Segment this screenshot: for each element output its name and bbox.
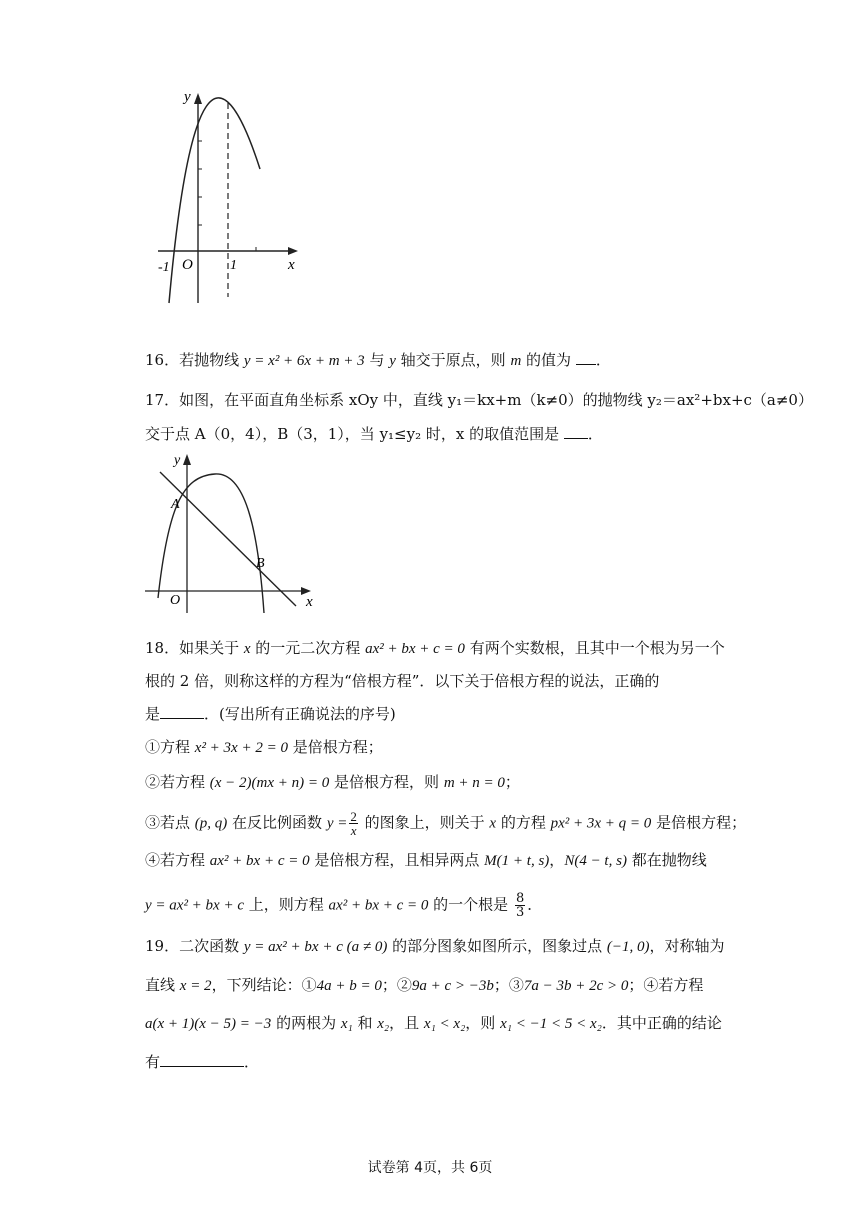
question-18-option-2: ②若方程 (x − 2)(mx + n) = 0 是倍根方程，则 m + n = 0；	[145, 773, 520, 791]
point-b-label: B	[256, 556, 265, 571]
origin-label: O	[182, 257, 193, 273]
question-17-line-1: 17．如图，在平面直角坐标系 xOy 中，直线 y₁＝kx+m（k≠0）的抛物线 y₂＝ax²+bx+c（a≠0）	[145, 391, 813, 409]
question-19-line-2: 直线 x = 2，下列结论：①4a + b = 0；②9a + c > −3b；③7a − 3b + 2c > 0；④若方程	[145, 976, 704, 994]
answer-blank	[160, 704, 204, 719]
page-footer: 试卷第 4页，共 6页	[367, 1160, 493, 1176]
answer-blank	[576, 350, 596, 365]
x-axis-label: x	[288, 257, 295, 273]
y-axis-label: y	[184, 89, 191, 105]
question-16: 16．若抛物线 y = x² + 6x + m + 3 与 y 轴交于原点，则 m 的值为 ．	[145, 351, 611, 369]
question-18-option-1: ①方程 x² + 3x + 2 = 0 是倍根方程；	[145, 738, 383, 756]
x-axis-label: x	[306, 594, 313, 610]
question-18-line-1: 18．如果关于 x 的一元二次方程 ax² + bx + c = 0 有两个实数根，且其中一个根为另一个	[145, 639, 725, 657]
question-18-line-2: 根的 2 倍，则称这样的方程为“倍根方程”．以下关于倍根方程的说法，正确的	[145, 672, 660, 690]
question-19-line-4: 有 ．	[145, 1053, 260, 1071]
y-axis-label: y	[174, 453, 181, 468]
question-18-line-3: 是 ．(写出所有正确说法的序号)	[145, 705, 396, 723]
fraction-2-over-x: $\frac{2}{x}$	[350, 809, 357, 838]
question-17-line-2: 交于点 A（0，4），B（3，1），当 y₁≤y₂ 时，x 的取值范围是 ．	[145, 425, 603, 443]
answer-blank	[160, 1052, 244, 1067]
line-y1	[160, 472, 296, 606]
question-18-option-3: ③若点 (p, q) 在反比例函数 y = $\frac{2}{x}$ 的图象上，则关于 x 的方程 px² + 3x + q = 0 是倍根方程；	[145, 809, 747, 838]
tick-label-neg1: -1	[158, 260, 170, 275]
tick-label-1: 1	[230, 258, 237, 273]
question-18-option-4: ④若方程 ax² + bx + c = 0 是倍根方程，且相异两点 M(1 + t, s)，N(4 − t, s) 都在抛物线	[145, 851, 707, 869]
fraction-8-over-3: $\frac{8}{3}$	[515, 891, 525, 920]
x-axis-arrow	[288, 247, 298, 255]
point-a-label: A	[171, 497, 180, 512]
origin-label: O	[170, 593, 181, 608]
y-axis-arrow	[183, 454, 191, 465]
answer-blank	[564, 424, 588, 439]
question-18-option-4-cont: y = ax² + bx + c 上，则方程 ax² + bx + c = 0 的一个根是 $\frac{8}{3}$ ．	[145, 891, 543, 920]
question-19-line-3: a(x + 1)(x − 5) = −3 的两根为 x₁ 和 x₂，且 x₁ < x₂，则 x₁ < −1 < 5 < x₂．其中正确的结论	[145, 1014, 722, 1032]
question-19-line-1: 19．二次函数 y = ax² + bx + c (a ≠ 0) 的部分图象如图所示，图象过点 (−1, 0)，对称轴为	[145, 937, 725, 955]
figure-parabola-1	[150, 85, 310, 310]
y-axis-arrow	[194, 93, 202, 104]
figure-line-parabola	[140, 448, 325, 618]
